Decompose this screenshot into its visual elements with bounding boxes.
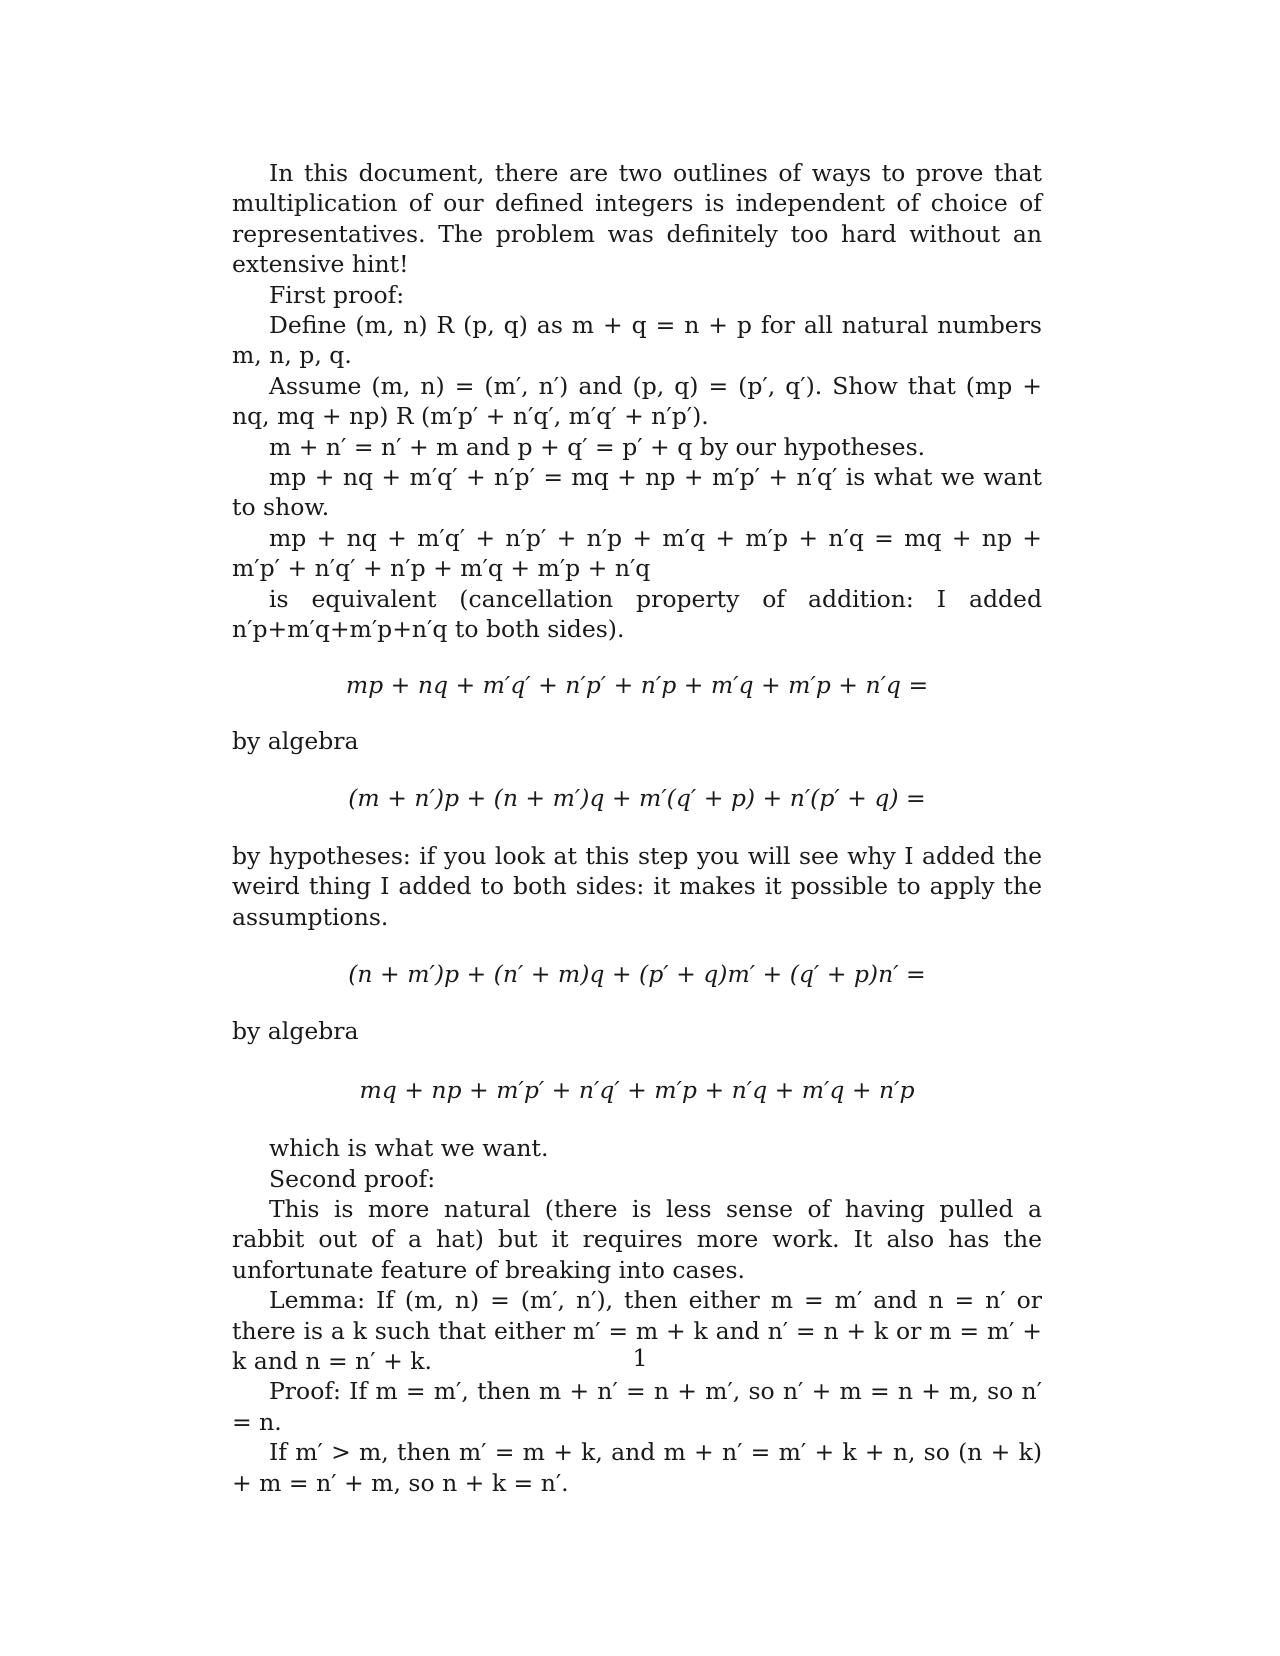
greater-case-paragraph: If m′ > m, then m′ = m + k, and m + n′ = m′ + k + n, so (n + k) + m = n′ + m, so n + k = n′. <box>232 1438 1042 1497</box>
proof-paragraph: Proof: If m = m′, then m + n′ = n + m′, so n′ + m = n + m, so n′ = n. <box>232 1377 1042 1436</box>
page-number: 1 <box>632 1344 648 1372</box>
document-page <box>232 158 1042 1498</box>
natural-paragraph: This is more natural (there is less sense of having pulled a rabbit out of a hat) but it requires more work. It also has the unfortunate feature of breaking into cases. <box>232 1194 1042 1284</box>
by-algebra-label-1: by algebra <box>232 726 359 755</box>
hypotheses-paragraph: m + n′ = n′ + m and p + q′ = p′ + q by our hypotheses. <box>269 432 926 461</box>
definition-paragraph: Define (m, n) R (p, q) as m + q = n + p for all natural numbers m, n, p, q. <box>232 311 1042 370</box>
goal-paragraph: mp + nq + m′q′ + n′p′ = mq + np + m′p′ + n′q′ is what we want to show. <box>232 463 1042 522</box>
assumption-paragraph: Assume (m, n) = (m′, n′) and (p, q) = (p′, q′). Show that (mp + nq, mq + np) R (m′p′ + n′q′, m′q′ + n′p′). <box>232 371 1042 431</box>
added-terms-paragraph: mp + nq + m′q′ + n′p′ + n′p + m′q + m′p + n′q = mq + np + m′p′ + n′q′ + n′p + m′q + m′p + n′q <box>232 523 1042 583</box>
intro-paragraph: In this document, there are two outlines of ways to prove that multiplication of our defined integers is independent of choice of representatives. The problem was definitely too hard without an extensive hint! <box>232 159 1042 279</box>
by-algebra-label-2: by algebra <box>232 1017 359 1046</box>
display-equation-2: (m + n′)p + (n + m′)q + m′(q′ + p) + n′(p′ + q) = <box>348 784 926 813</box>
second-proof-heading: Second proof: <box>269 1164 436 1193</box>
display-equation-1: mp + nq + m′q′ + n′p′ + n′p + m′q + m′p + n′q = <box>345 670 929 699</box>
first-proof-heading: First proof: <box>269 280 405 309</box>
conclusion-paragraph: which is what we want. <box>269 1134 549 1163</box>
display-equation-3: (n + m′)p + (n′ + m)q + (p′ + q)m′ + (q′ + p)n′ = <box>348 959 926 988</box>
by-hypotheses-paragraph: by hypotheses: if you look at this step you will see why I added the weird thing I added to both sides: it makes it possible to apply the assumptions. <box>232 841 1042 931</box>
equivalent-paragraph: is equivalent (cancellation property of addition: I added n′p+m′q+m′p+n′q to both sides). <box>232 584 1042 644</box>
lemma-paragraph: Lemma: If (m, n) = (m′, n′), then either m = m′ and n = n′ or there is a k such that either m′ = m + k and n′ = n + k or m = m′ + k and n = n′ + k. <box>232 1286 1042 1375</box>
display-equation-4: mq + np + m′p′ + n′q′ + m′p + n′q + m′q + n′p <box>359 1075 915 1104</box>
